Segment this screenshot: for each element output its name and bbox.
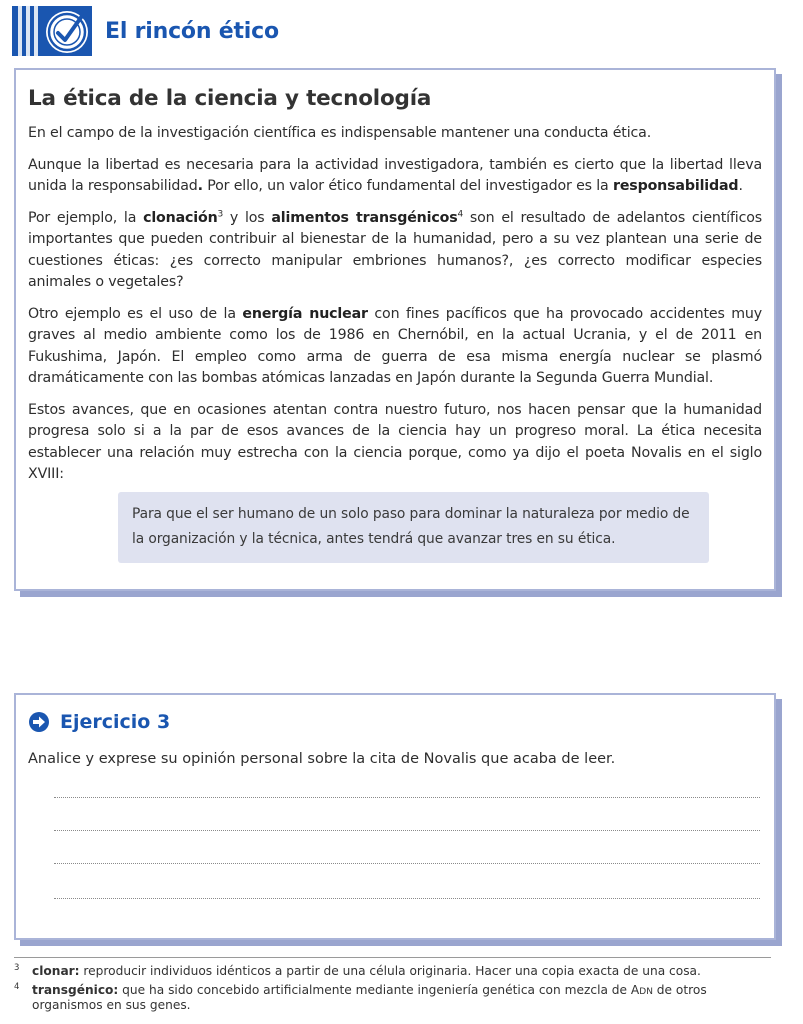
exercise-prompt: Analice y exprese su opinión personal sobre la cita de Novalis que acaba de leer. [28, 751, 616, 767]
novalis-quote [118, 492, 709, 563]
answer-line-4[interactable] [54, 898, 760, 899]
article-title: La ética de la ciencia y tecnología [28, 86, 432, 111]
footnote-ref-3[interactable]: 3 [217, 208, 224, 219]
answer-line-2[interactable] [54, 830, 760, 831]
footnote-number: 3 [14, 963, 20, 973]
footnote-term: transgénico: [32, 983, 119, 997]
arrow-right-circle-icon [28, 711, 50, 733]
footnote-3 [14, 964, 774, 979]
adn-abbreviation: Adn [630, 983, 653, 997]
paragraph-5: Estos avances, que en ocasiones atentan contra nuestro futuro, nos hacen pensar que la humanidad progresa solo si a la par de esos avances de la ciencia hay un progreso moral. La ética necesita establecer una relación muy estrecha con la ciencia porque, como ya dijo el poeta Novalis en el siglo XVIII: [28, 401, 762, 482]
paragraph-2: Aunque la libertad es necesaria para la actividad investigadora, también es cierto que la libertad lleva unida la responsabilidad. Por ello, un valor ético fundamental del investigador es la responsabilidad. [28, 156, 762, 194]
section-header [12, 6, 312, 56]
checkmark-seal-icon [12, 6, 92, 56]
answer-line-1[interactable] [54, 797, 760, 798]
exercise-title: Ejercicio 3 [60, 711, 171, 733]
article-card [14, 68, 776, 591]
exercise-card [14, 693, 776, 940]
paragraph-1: En el campo de la investigación científica es indispensable mantener una conducta ética. [28, 125, 652, 141]
footnote-number: 4 [14, 982, 20, 992]
footnote-divider [14, 957, 771, 958]
footnote-term: clonar: [32, 964, 80, 978]
answer-line-3[interactable] [54, 863, 760, 864]
section-title: El rincón ético [105, 19, 279, 44]
footnote-text: reproducir individuos idénticos a partir de una célula originaria. Hacer una copia exacta de una cosa. [79, 964, 701, 978]
paragraph-3: Por ejemplo, la clonación$^3$ y los alimentos transgénicos$^4$ son el resultado de adelantos científicos importantes que pueden contribuir al bienestar de la humanidad, pero a su vez plantean una serie de cuestiones éticas: ¿es correcto manipular embriones humanos?, ¿es correcto modificar especies animales o vegetales? [28, 208, 763, 290]
quote-text: Para que el ser humano de un solo paso para dominar la naturaleza por medio de la organización y la técnica, antes tendrá que avanzar tres en su ética. [132, 506, 690, 547]
exercise-header [28, 711, 170, 733]
footnote-4: 4 transgénico: que ha sido concebido artificialmente mediante ingeniería genética con mezcla de Adn de otros organismos en sus genes. [14, 982, 707, 1012]
paragraph-4: Otro ejemplo es el uso de la energía nuclear con fines pacíficos que ha provocado accidentes muy graves al medio ambiente como los de 1986 en Chernóbil, en la actual Ucrania, y el de 2011 en Fukushima, Japón. El empleo como arma de guerra de esa misma energía nuclear se plasmó dramáticamente con las bombas atómicas lanzadas en Japón durante la Segunda Guerra Mundial. [28, 305, 762, 386]
footnote-ref-4[interactable]: 4 [457, 208, 464, 219]
